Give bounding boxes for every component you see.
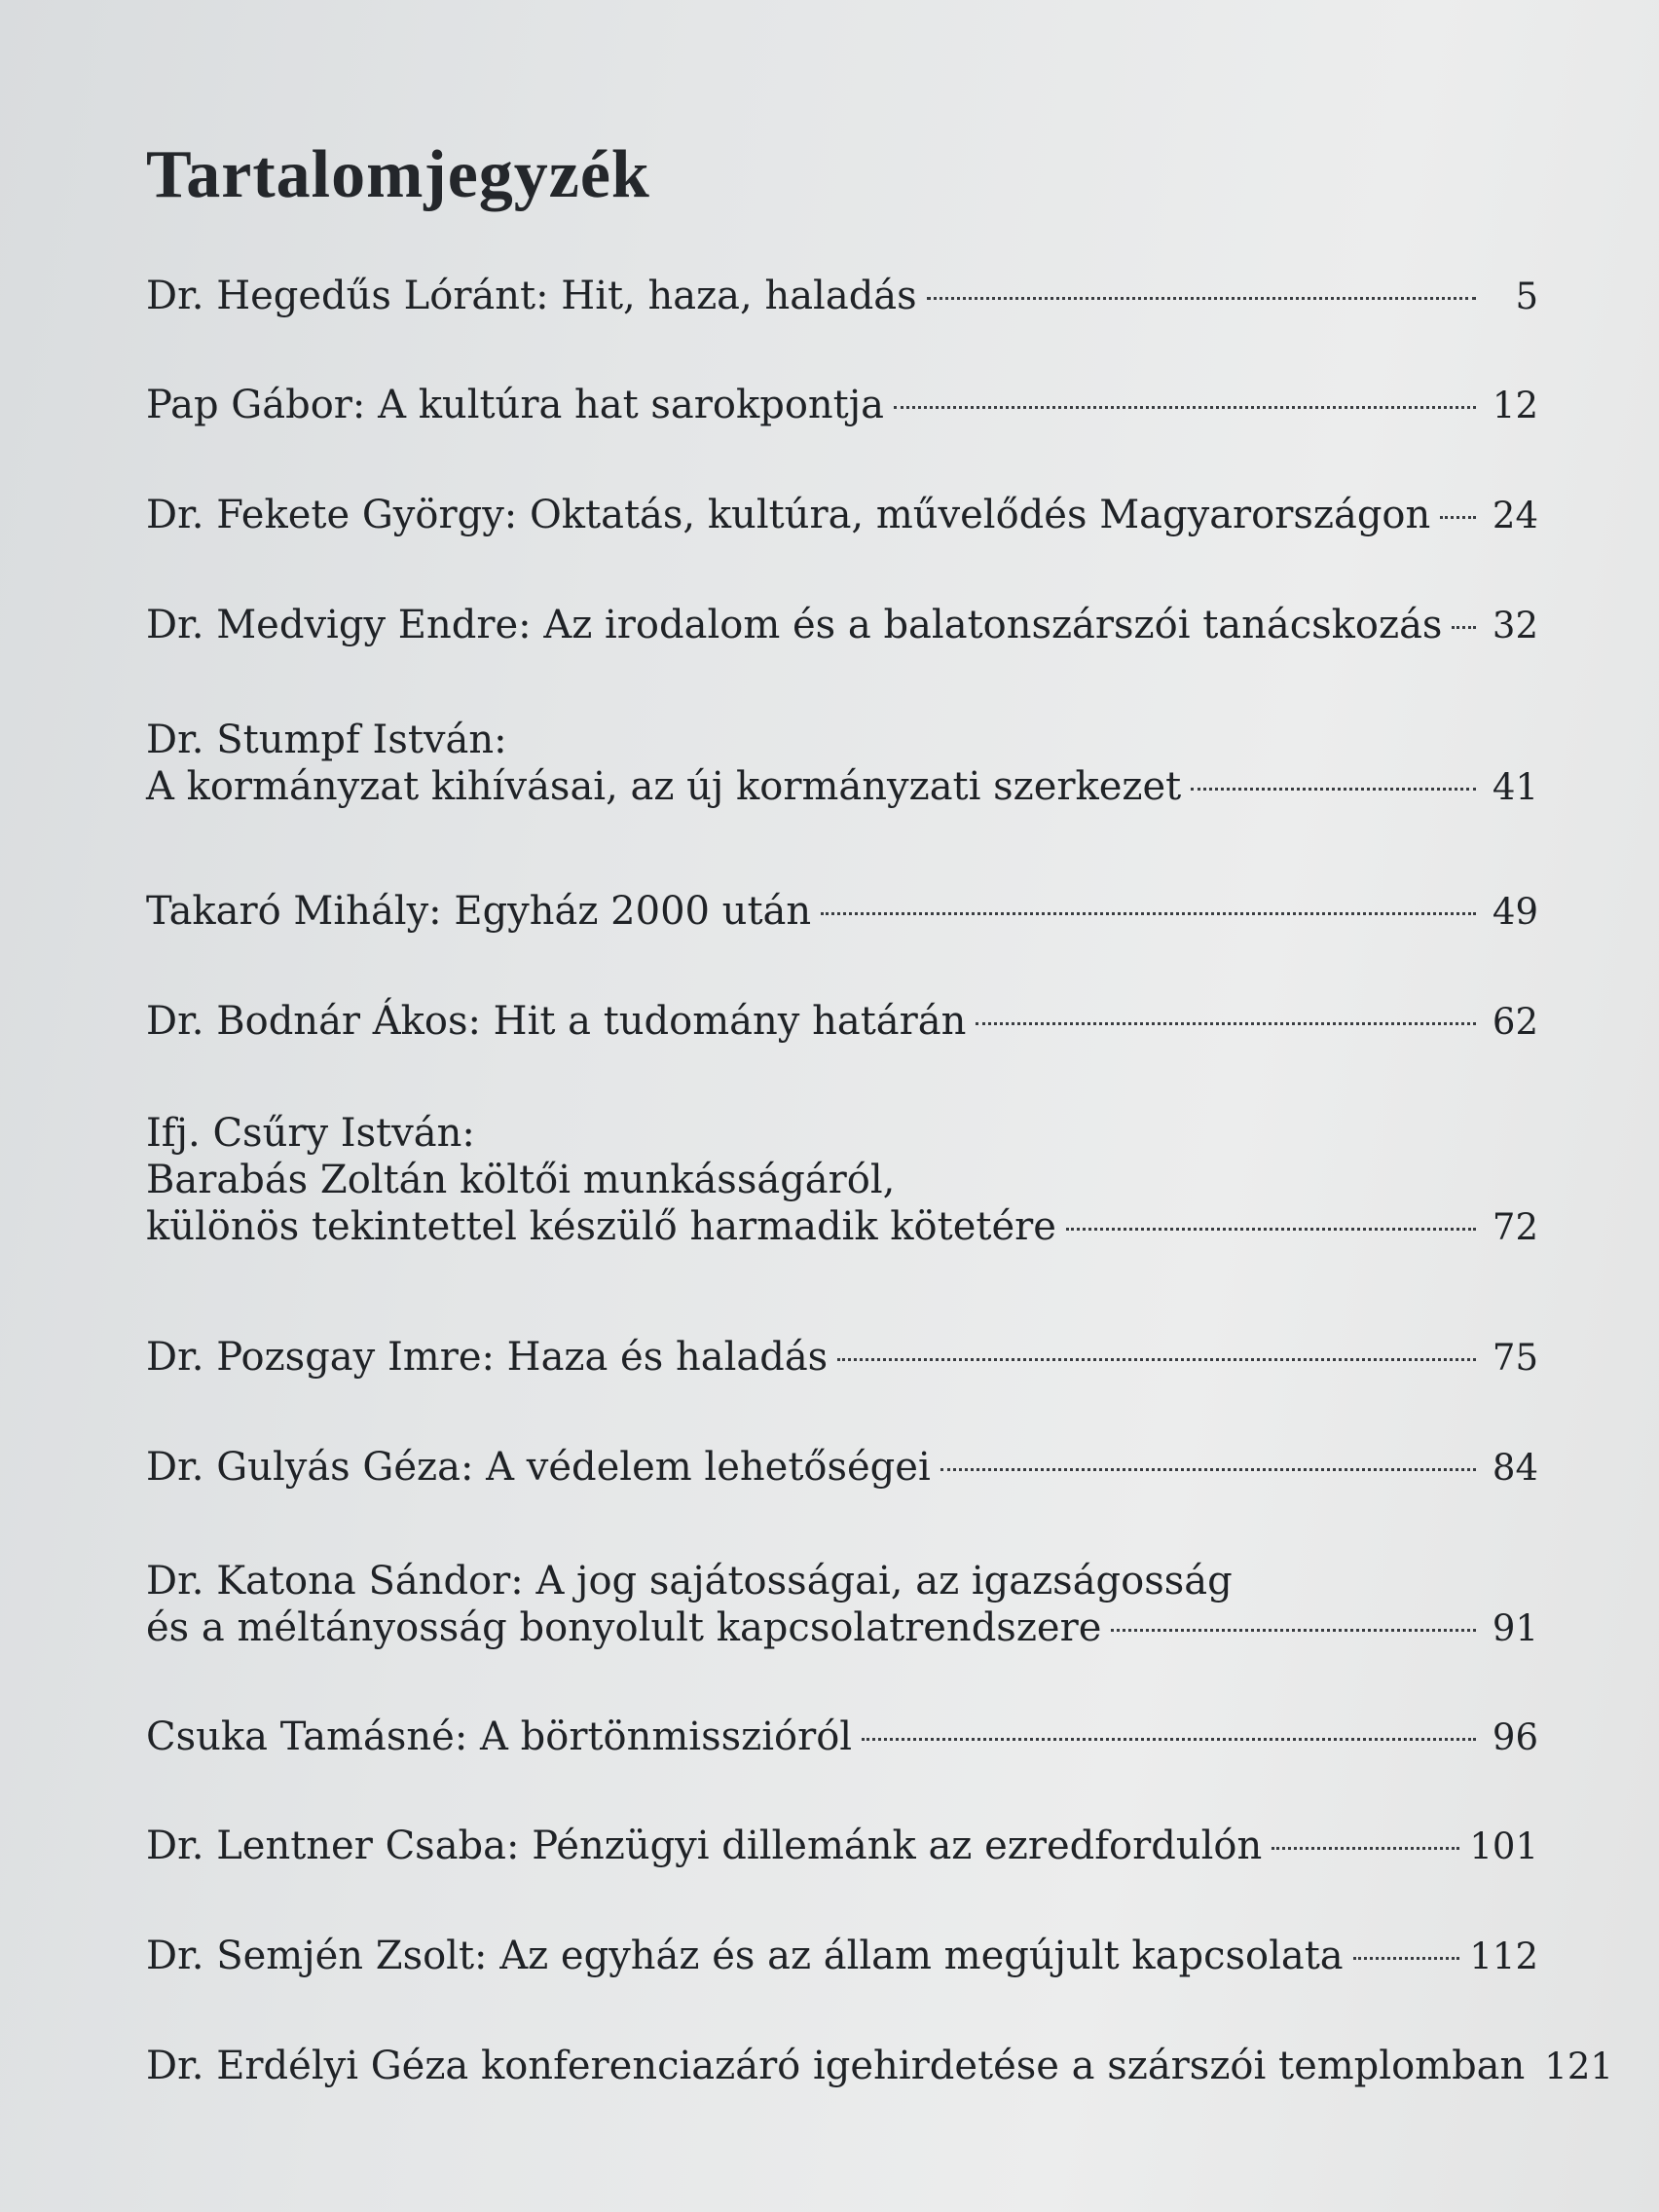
toc-entry-row bbox=[146, 1823, 1538, 1870]
toc-entry bbox=[146, 717, 1538, 811]
toc-page-number: 121 bbox=[1544, 2046, 1613, 2087]
toc-entry-row bbox=[146, 382, 1538, 429]
toc-entry-title: Dr. Gulyás Géza: A védelem lehetőségei bbox=[146, 1445, 931, 1490]
toc-page-number: 41 bbox=[1492, 766, 1538, 808]
toc-entry bbox=[146, 1714, 1538, 1761]
toc-entry-row bbox=[146, 1444, 1538, 1492]
toc-entry bbox=[146, 1823, 1538, 1870]
toc-entry-row bbox=[146, 888, 1538, 936]
toc-page-number: 72 bbox=[1492, 1206, 1538, 1248]
toc-entry-row bbox=[146, 1714, 1538, 1761]
toc-entry bbox=[146, 1444, 1538, 1492]
page-title: Tartalomjegyzék bbox=[146, 137, 650, 212]
toc-entry-line: Dr. Katona Sándor: A jog sajátosságai, az igazságosság bbox=[146, 1559, 1233, 1604]
toc-entry-row bbox=[146, 1604, 1538, 1652]
dot-leader bbox=[927, 297, 1476, 300]
dot-leader bbox=[1111, 1629, 1476, 1632]
dot-leader bbox=[1272, 1847, 1459, 1850]
toc-page-number: 24 bbox=[1492, 495, 1538, 536]
toc-entry-title: különös tekintettel készülő harmadik kötetére bbox=[146, 1204, 1056, 1249]
dot-leader bbox=[1353, 1957, 1460, 1960]
dot-leader bbox=[821, 912, 1476, 915]
toc-page-number: 49 bbox=[1492, 891, 1538, 933]
toc-entry-row bbox=[146, 1334, 1538, 1382]
toc-entry bbox=[146, 1558, 1538, 1652]
toc-entry bbox=[146, 273, 1538, 320]
toc-entry-title: Pap Gábor: A kultúra hat sarokpontja bbox=[146, 383, 884, 427]
toc-page-number: 101 bbox=[1469, 1825, 1538, 1867]
toc-entry-row bbox=[146, 763, 1538, 811]
toc-entry-title: Takaró Mihály: Egyház 2000 után bbox=[146, 889, 812, 934]
dot-leader bbox=[1191, 788, 1476, 791]
dot-leader bbox=[1452, 626, 1476, 629]
toc-entry-title: Dr. Lentner Csaba: Pénzügyi dillemánk az ezredfordulón bbox=[146, 1824, 1263, 1868]
dot-leader bbox=[894, 406, 1476, 409]
toc-entry-title: Dr. Bodnár Ákos: Hit a tudomány határán bbox=[146, 999, 967, 1044]
toc-entry-title: Dr. Semjén Zsolt: Az egyház és az állam megújult kapcsolata bbox=[146, 1934, 1344, 1978]
toc-entry bbox=[146, 602, 1538, 649]
toc-entry bbox=[146, 1334, 1538, 1382]
toc-page-number: 32 bbox=[1492, 605, 1538, 646]
toc-entry-title: Csuka Tamásné: A börtönmisszióról bbox=[146, 1714, 853, 1759]
toc-page-number: 62 bbox=[1492, 1001, 1538, 1043]
toc-entry-line: Barabás Zoltán költői munkásságáról, bbox=[146, 1158, 896, 1202]
toc-page-number: 75 bbox=[1492, 1337, 1538, 1379]
toc-entry bbox=[146, 1110, 1538, 1251]
toc-entry bbox=[146, 2043, 1613, 2090]
toc-entry bbox=[146, 888, 1538, 936]
toc-entry-line: Dr. Stumpf István: bbox=[146, 718, 507, 762]
toc-page-number: 96 bbox=[1492, 1716, 1538, 1758]
toc-entry-title: és a méltányosság bonyolult kapcsolatrendszere bbox=[146, 1605, 1102, 1650]
dot-leader bbox=[976, 1022, 1476, 1025]
toc-entry-row bbox=[146, 273, 1538, 320]
dot-leader bbox=[1066, 1228, 1476, 1231]
toc-entry-title: Dr. Fekete György: Oktatás, kultúra, művelődés Magyarországon bbox=[146, 493, 1431, 537]
toc-entry-row bbox=[146, 602, 1538, 649]
toc-entry-title: A kormányzat kihívásai, az új kormányzati szerkezet bbox=[146, 764, 1182, 809]
toc-entry-title: Dr. Medvigy Endre: Az irodalom és a balatonszárszói tanácskozás bbox=[146, 603, 1443, 647]
toc-entry-title: Dr. Erdélyi Géza konferenciazáró igehirdetése a szárszói templomban bbox=[146, 2044, 1526, 2088]
toc-entry-row bbox=[146, 1933, 1538, 1980]
toc-page-number: 112 bbox=[1469, 1936, 1538, 1977]
toc-entry-row bbox=[146, 492, 1538, 539]
toc-entry-title: Dr. Hegedűs Lóránt: Hit, haza, haladás bbox=[146, 274, 917, 318]
toc-entry bbox=[146, 998, 1538, 1046]
toc-entry bbox=[146, 492, 1538, 539]
toc-entry-line: Ifj. Csűry István: bbox=[146, 1111, 475, 1156]
toc-entry-title: Dr. Pozsgay Imre: Haza és haladás bbox=[146, 1335, 829, 1380]
dot-leader bbox=[940, 1468, 1476, 1471]
toc-entry bbox=[146, 382, 1538, 429]
toc-page-number: 12 bbox=[1492, 385, 1538, 426]
toc-entry-row bbox=[146, 1203, 1538, 1251]
toc-page-number: 91 bbox=[1492, 1607, 1538, 1649]
toc-entry-row bbox=[146, 2043, 1613, 2090]
dot-leader bbox=[862, 1738, 1476, 1741]
toc-page-number: 84 bbox=[1492, 1447, 1538, 1489]
toc-entry-row bbox=[146, 998, 1538, 1046]
dot-leader bbox=[1440, 516, 1476, 519]
toc-page-number: 5 bbox=[1515, 276, 1538, 317]
toc-entry bbox=[146, 1933, 1538, 1980]
dot-leader bbox=[837, 1358, 1476, 1361]
